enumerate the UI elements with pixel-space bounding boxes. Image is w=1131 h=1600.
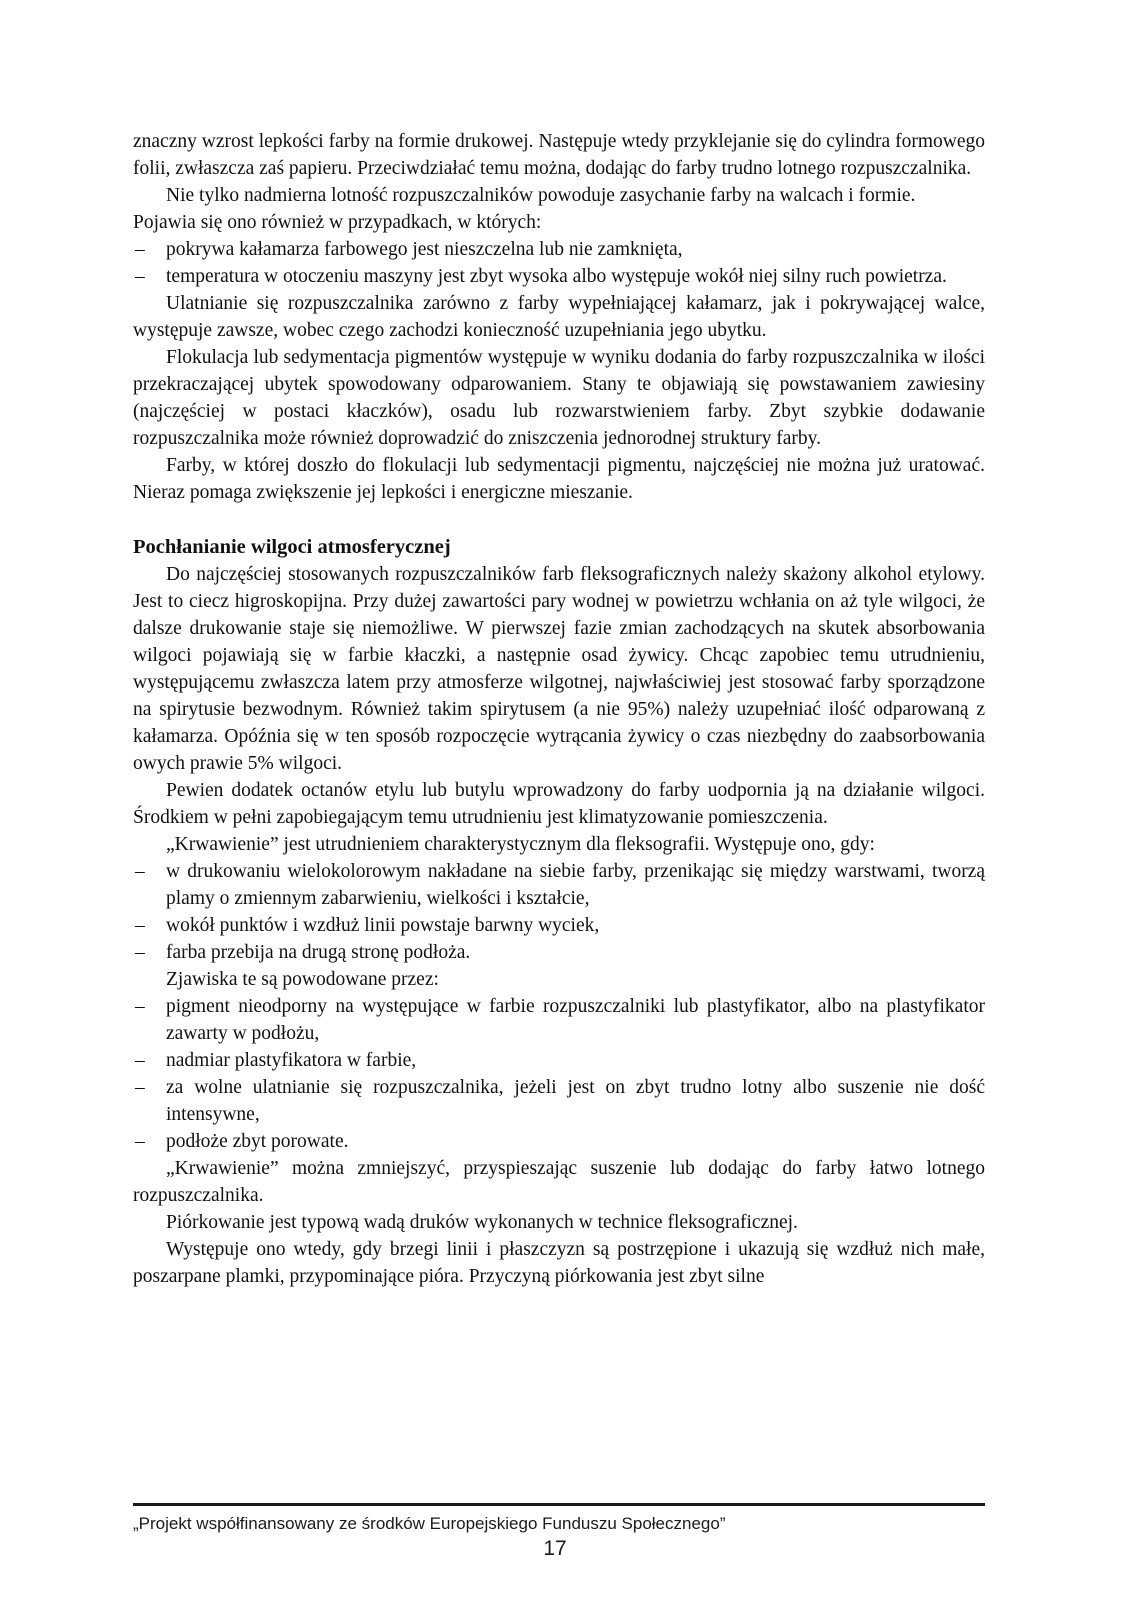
list-item <box>133 263 985 290</box>
paragraph: Pewien dodatek octanów etylu lub butylu wprowadzony do farby uodpornia ją na działanie wilgoci. Środkiem w pełni zapobiegającym temu utrudnieniu jest klimatyzowanie pomieszczenia. <box>133 780 985 828</box>
dash-marker: – <box>135 239 145 260</box>
dash-marker: – <box>135 861 145 882</box>
paragraph: Flokulacja lub sedymentacja pigmentów występuje w wyniku dodania do farby rozpuszczalnika w ilości przekraczającej ubytek spowodowany odparowaniem. Stany te objawiają się powstawaniem zawiesiny (najczęściej w postaci kłaczków), osadu lub rozwarstwieniem farby. Zbyt szybkie dodawanie rozpuszczalnika może również doprowadzić do zniszczenia jednorodnej struktury farby. <box>133 347 985 449</box>
paragraph-continuation: znaczny wzrost lepkości farby na formie drukowej. Następuje wtedy przyklejanie się do cylindra formowego folii, zwłaszcza zaś papieru. Przeciwdziałać temu można, dodając do farby trudno lotnego rozpuszczalnika. <box>133 131 985 179</box>
list-item-text: podłoże zbyt porowate. <box>166 1131 349 1152</box>
list-item-text: temperatura w otoczeniu maszyny jest zbyt wysoka albo występuje wokół niej silny ruch powietrza. <box>166 266 947 287</box>
list-item-text: farba przebija na drugą stronę podłoża. <box>166 942 471 963</box>
dash-marker: – <box>135 996 145 1017</box>
list-item-text: pokrywa kałamarza farbowego jest nieszczelna lub nie zamknięta, <box>166 239 683 260</box>
list-item-text: w drukowaniu wielokolorowym nakładane na siebie farby, przenikając się między warstwami, tworzą plamy o zmiennym zabarwieniu, wielkości i kształcie, <box>166 861 985 909</box>
dash-marker: – <box>135 1050 145 1071</box>
paragraph: „Krwawienie” można zmniejszyć, przyspieszając suszenie lub dodając do farby łatwo lotnego rozpuszczalnika. <box>133 1158 985 1206</box>
paragraph: Pojawia się ono również w przypadkach, w których: <box>133 212 542 233</box>
dash-marker: – <box>135 1131 145 1152</box>
dash-marker: – <box>135 915 145 936</box>
list-item <box>133 858 985 912</box>
list-item <box>133 993 985 1047</box>
list-item-text: nadmiar plastyfikatora w farbie, <box>166 1050 417 1071</box>
page-number: 17 <box>543 1537 567 1560</box>
list-item <box>133 1074 985 1128</box>
footer-divider <box>133 1503 985 1506</box>
paragraph: Występuje ono wtedy, gdy brzegi linii i płaszczyzn są postrzępione i ukazują się wzdłuż nich małe, poszarpane plamki, przypominające pióra. Przyczyną piórkowania jest zbyt silne <box>133 1239 985 1287</box>
list-item <box>133 1128 985 1155</box>
paragraph: „Krwawienie” jest utrudnieniem charakterystycznym dla fleksografii. Występuje ono, gdy: <box>166 834 875 855</box>
paragraph: Piórkowanie jest typową wadą druków wykonanych w technice fleksograficznej. <box>166 1212 798 1233</box>
page-body-text <box>133 128 985 1290</box>
list-item <box>133 912 985 939</box>
dash-marker: – <box>135 266 145 287</box>
list-item-text: pigment nieodporny na występujące w farbie rozpuszczalniki lub plastyfikator, albo na plastyfikator zawarty w podłożu, <box>166 996 985 1044</box>
dash-marker: – <box>135 942 145 963</box>
paragraph: Do najczęściej stosowanych rozpuszczalników farb fleksograficznych należy skażony alkohol etylowy. Jest to ciecz higroskopijna. Przy dużej zawartości pary wodnej w powietrzu wchłania on aż tyle wilgoci, że dalsze drukowanie staje się niemożliwe. W pierwszej fazie zmian zachodzących na skutek absorbowania wilgoci pojawiają się w farbie kłaczki, a następnie osad żywicy. Chcąc zapobiec temu utrudnieniu, występującemu zwłaszcza latem przy atmosferze wilgotnej, najwłaściwiej jest stosować farby sporządzone na spirytusie bezwodnym. Również takim spirytusem (a nie 95%) należy uzupełniać ilość odparowaną z kałamarza. Opóźnia się w ten sposób rozpoczęcie wytrącania żywicy o czas niezbędny do zaabsorbowania owych prawie 5% wilgoci. <box>133 564 985 774</box>
paragraph: Ulatnianie się rozpuszczalnika zarówno z farby wypełniającej kałamarz, jak i pokrywającej walce, występuje zawsze, wobec czego zachodzi konieczność uzupełniania jego ubytku. <box>133 293 985 341</box>
list-item-text: za wolne ulatnianie się rozpuszczalnika, jeżeli jest on zbyt trudno lotny albo suszenie nie dość intensywne, <box>166 1077 985 1125</box>
list-item-text: wokół punktów i wzdłuż linii powstaje barwny wyciek, <box>166 915 600 936</box>
list-item <box>133 1047 985 1074</box>
paragraph: Farby, w której doszło do flokulacji lub sedymentacji pigmentu, najczęściej nie można już uratować. Nieraz pomaga zwiększenie jej lepkości i energiczne mieszanie. <box>133 455 985 503</box>
list-item <box>133 236 985 263</box>
dash-marker: – <box>135 1077 145 1098</box>
paragraph: Nie tylko nadmierna lotność rozpuszczalników powoduje zasychanie farby na walcach i formie. <box>166 185 916 206</box>
footer-text: „Projekt współfinansowany ze środków Europejskiego Funduszu Społecznego” <box>133 1514 726 1533</box>
section-heading: Pochłanianie wilgoci atmosferycznej <box>133 536 451 558</box>
list-item <box>133 939 985 966</box>
paragraph: Zjawiska te są powodowane przez: <box>166 969 439 990</box>
